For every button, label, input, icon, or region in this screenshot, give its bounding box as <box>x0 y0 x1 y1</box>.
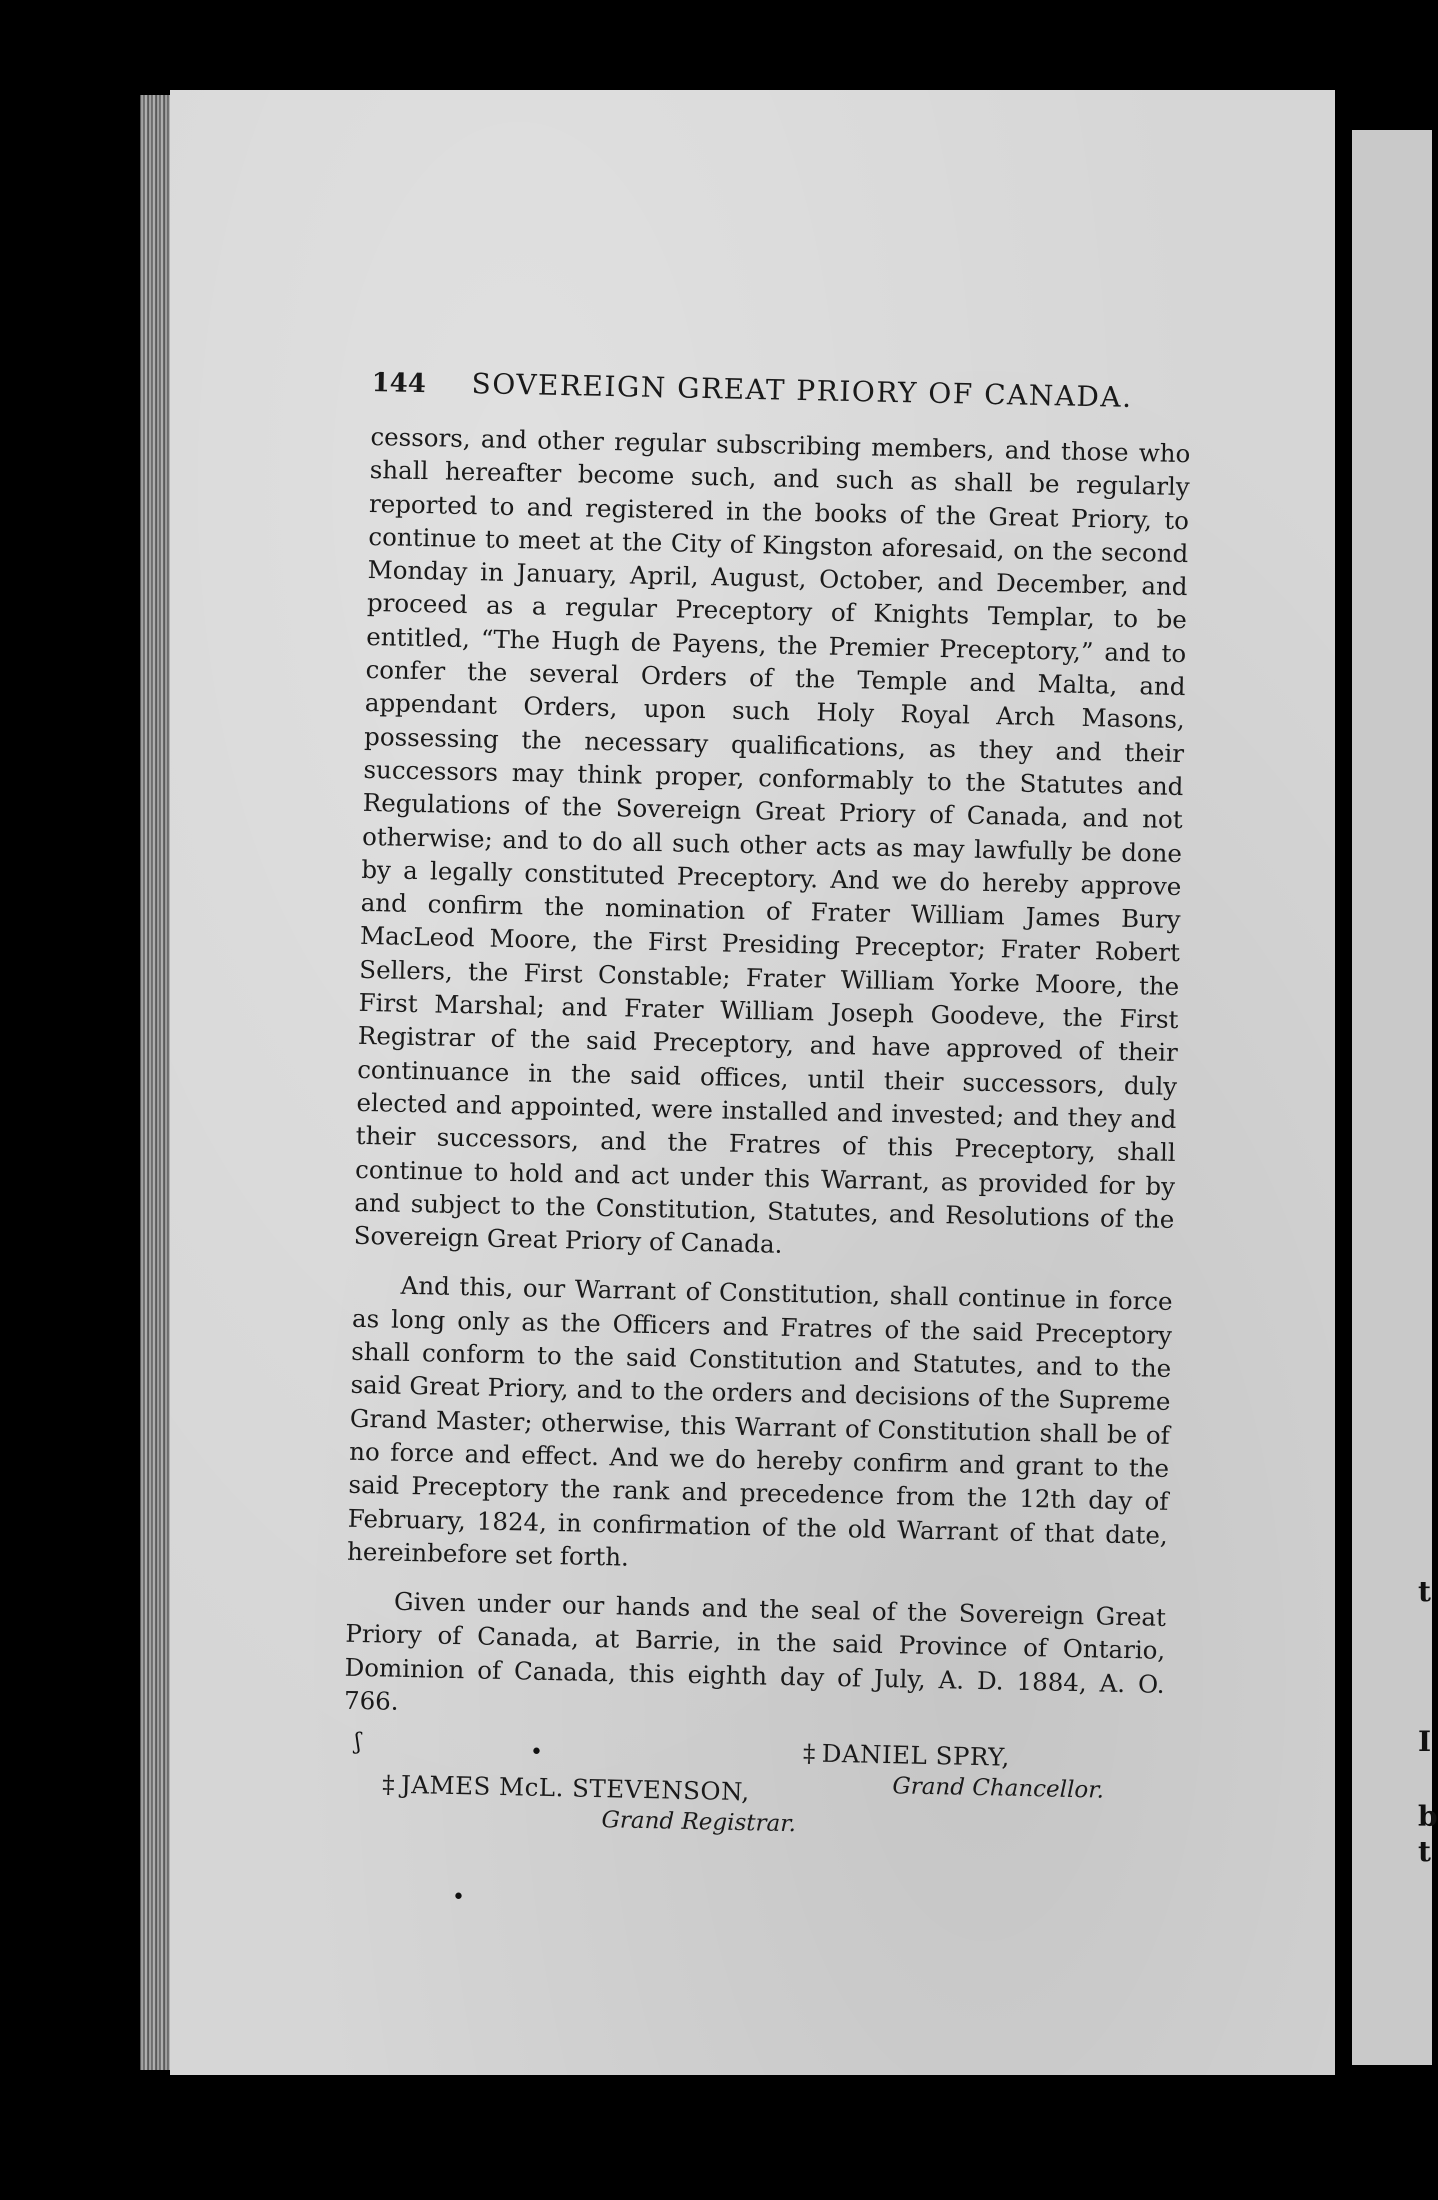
paragraph-warrant-continued: cessors, and other regular subscribing members, and those who shall hereafter become such, and such as shall be regularly reported to and registered in the books of the Great Priory, to continue to meet at the City of Kingston aforesaid, on the second Monday in January, April, August, October, and December, and proceed as a regular Preceptory of Knights Templar, to be entitled, “The Hugh de Payens, the Premier Preceptory,” and to confer the several Orders of the Temple and Malta, and appendant Orders, upon such Holy Royal Arch Masons, possessing the necessary qualifications, as they and their successors may think proper, conformably to the Statutes and Regulations of the Sovereign Great Priory of Canada, and not otherwise; and to do all such other acts as may lawfully be done by a legally constituted Preceptory. And we do hereby approve and confirm the nomination of Frater William James Bury MacLeod Moore, the First Presiding Preceptor; Frater Robert Sellers, the First Constable; Frater William Yorke Moore, the First Marshal; and Frater William Joseph Goodeve, the First Registrar of the said Preceptory, and have approved of their continuance in the said offices, until their successors, duly elected and appointed, were installed and invested; and they and their successors, and the Fratres of this Preceptory, shall continue to hold and act under this Warrant, as provided for by and subject to the Constitution, Statutes, and Resolutions of the Sovereign Great Priory of Canada. <box>353 421 1191 1259</box>
signatory-name-text: JAMES McL. STEVENSON, <box>400 1770 751 1807</box>
ink-speck: • <box>530 1740 543 1765</box>
signature-block <box>341 1729 1163 1856</box>
facing-page-letter: t <box>1418 1835 1431 1868</box>
signature-left <box>381 1770 797 1838</box>
facing-page-letter: t <box>1418 1575 1431 1608</box>
signature-right <box>802 1739 1105 1804</box>
signatory-name <box>382 1770 750 1807</box>
signatory-title: Grand Chancellor. <box>892 1773 1105 1804</box>
facing-page-strip <box>1352 130 1432 2065</box>
ink-speck: ʃ <box>355 1730 361 1755</box>
signatory-name <box>803 1739 1010 1772</box>
running-head-title: SOVEREIGN GREAT PRIORY OF CANADA. <box>471 367 1133 414</box>
facing-page-letter: I <box>1418 1725 1432 1758</box>
signatory-name-text: DANIEL SPRY, <box>821 1739 1011 1772</box>
facing-page-letter: b <box>1418 1800 1438 1833</box>
ink-speck: • <box>452 1885 465 1910</box>
paragraph-warrant-conditions: And this, our Warrant of Constitution, shall continue in force as long only as the Officers and Fratres of the said Preceptory shall conform to the said Constitution and Statutes, and to the said Great Priory, and to the orders and decisions of the Supreme Grand Master; otherwise, this Warrant of Constitution shall be of no force and effect. And we do hereby confirm and grant to the said Preceptory the rank and precedence from the 12th day of February, 1824, in confirmation of the old Warrant of that date, hereinbefore set forth. <box>346 1271 1173 1572</box>
page-number: 144 <box>371 367 427 400</box>
paragraph-given-under: Given under our hands and the seal of the Sovereign Great Priory of Canada, at Barrie, in the said Province of Ontario, Dominion of Canada, this eighth day of July, A. D. 1884, A. O. 766. <box>343 1586 1167 1716</box>
dagger-symbol: ‡ <box>802 1738 817 1768</box>
signatory-title: Grand Registrar. <box>601 1807 797 1838</box>
dagger-symbol: ‡ <box>381 1769 396 1800</box>
page-text-block <box>341 365 1192 1856</box>
